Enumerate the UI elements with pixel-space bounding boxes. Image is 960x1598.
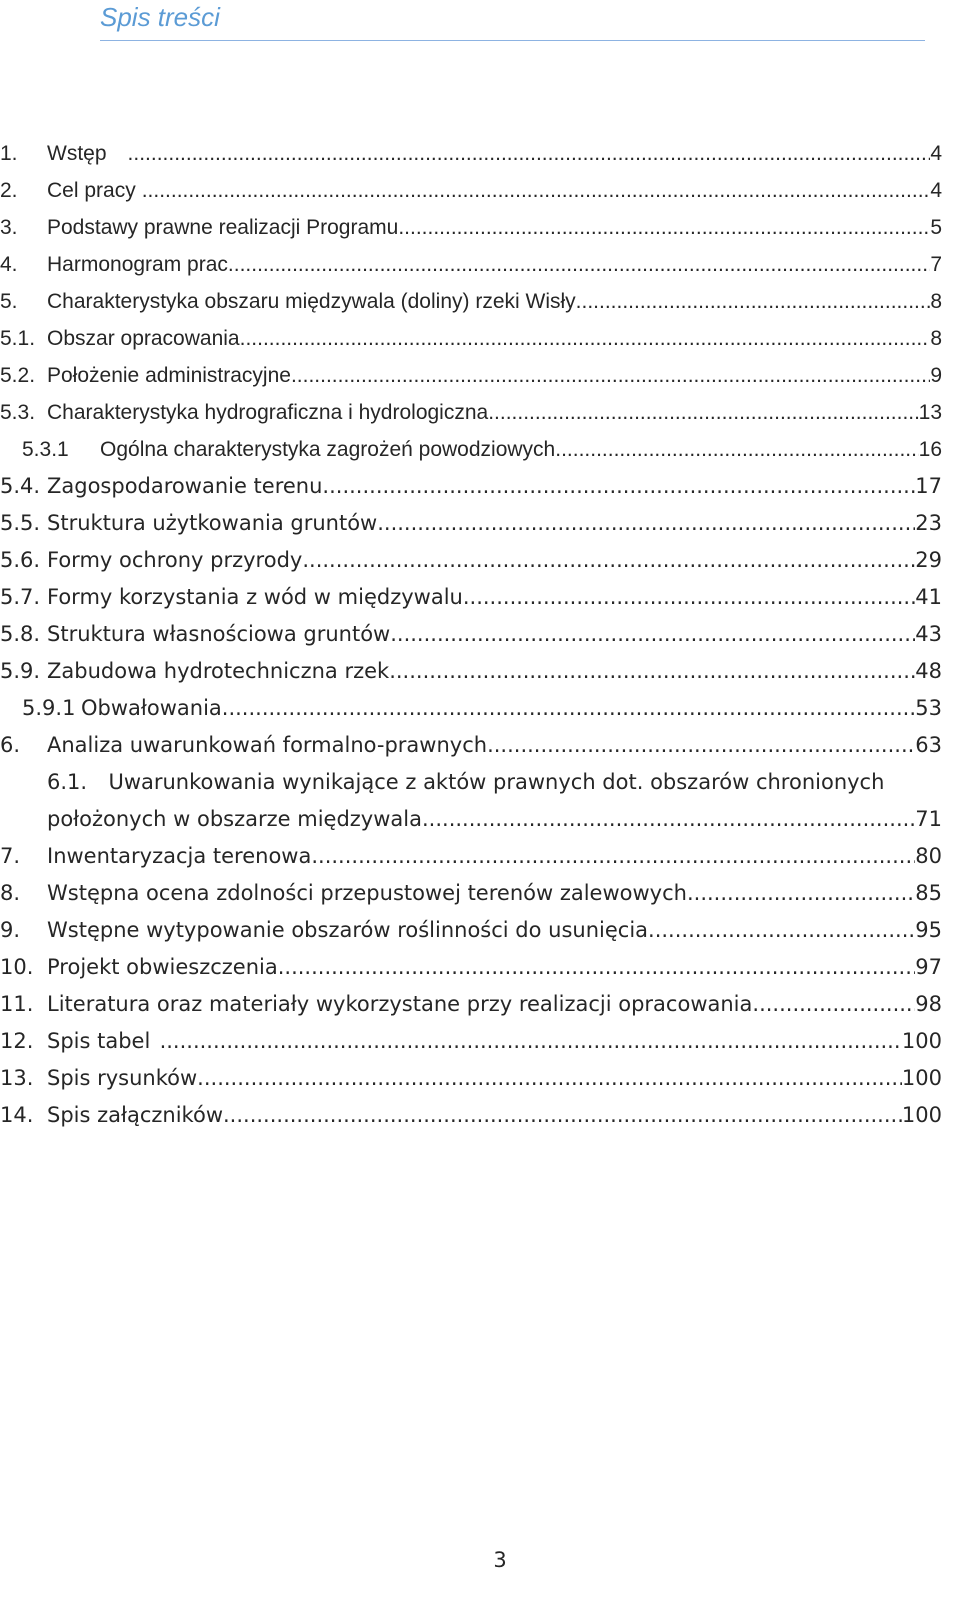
toc-leader bbox=[160, 1023, 902, 1060]
toc-entry-page: 53 bbox=[915, 696, 942, 720]
toc-leader bbox=[694, 875, 916, 912]
toc-entry-title: Zabudowa hydrotechniczna rzek bbox=[47, 659, 390, 683]
toc-entry-title: Formy korzystania z wód w międzywalu bbox=[47, 585, 463, 609]
toc-leader bbox=[488, 394, 918, 431]
toc-entry-title: Formy ochrony przyrody bbox=[47, 548, 303, 572]
toc-entry-page: 13 bbox=[918, 401, 942, 424]
toc-leader bbox=[197, 1060, 902, 1097]
toc-entry-page: 29 bbox=[915, 548, 942, 572]
toc-entry-title: Analiza uwarunkowań formalno-prawnych bbox=[47, 733, 488, 757]
toc-entry-page: 8 bbox=[930, 290, 942, 313]
toc-entry-page: 8 bbox=[930, 327, 942, 350]
toc-entry-page: 85 bbox=[915, 881, 942, 905]
toc-entry[interactable] bbox=[0, 949, 960, 986]
toc-entry-title: Inwentaryzacja terenowa bbox=[47, 844, 312, 868]
toc-entry-number: 8. bbox=[0, 881, 21, 905]
toc-entry-page: 16 bbox=[918, 438, 942, 461]
toc-entry-title: Spis załączników bbox=[47, 1103, 223, 1127]
toc-entry-number: 6. bbox=[0, 733, 21, 757]
toc-leader bbox=[648, 912, 915, 949]
toc-entry-page: 7 bbox=[930, 253, 942, 276]
toc-entry-number: 6.1. bbox=[47, 770, 88, 794]
toc-entry-number: 5.6. bbox=[0, 548, 41, 572]
toc-leader bbox=[389, 653, 915, 690]
toc-entry-number: 5.9. bbox=[0, 659, 41, 683]
toc-entry-title: Charakterystyka hydrograficzna i hydrologiczna bbox=[47, 401, 489, 424]
heading-rule bbox=[100, 40, 925, 41]
toc-entry[interactable] bbox=[0, 875, 960, 912]
toc-entry-number: 5.1. bbox=[0, 327, 36, 350]
toc-leader bbox=[377, 505, 915, 542]
toc-entry-page: 17 bbox=[915, 474, 942, 498]
toc-entry-title-continued: położonych w obszarze międzywala. bbox=[47, 807, 429, 831]
toc-entry-page: 95 bbox=[915, 918, 942, 942]
toc-entry-page: 71 bbox=[915, 807, 942, 831]
toc-entry[interactable] bbox=[0, 616, 960, 653]
toc-entry-page: 98 bbox=[915, 992, 942, 1016]
toc-entry[interactable] bbox=[0, 1097, 960, 1134]
toc-entry-page: 63 bbox=[915, 733, 942, 757]
toc-entry-title: Wstępne wytypowanie obszarów roślinności do usunięcia bbox=[47, 918, 649, 942]
toc-entry-page: 100 bbox=[901, 1103, 942, 1127]
toc-entry-page: 48 bbox=[915, 659, 942, 683]
toc-entry[interactable] bbox=[0, 986, 960, 1023]
toc-entry[interactable] bbox=[0, 542, 960, 579]
toc-entry-title: Spis tabel bbox=[47, 1029, 151, 1053]
toc-entry-page: 100 bbox=[901, 1029, 942, 1053]
toc-entry[interactable] bbox=[0, 357, 960, 394]
toc-entry-title: Projekt obwieszczenia bbox=[47, 955, 278, 979]
toc-entry[interactable] bbox=[0, 505, 960, 542]
toc-entry[interactable] bbox=[0, 1023, 960, 1060]
toc-entry-title: Wstęp bbox=[47, 142, 107, 165]
toc-leader bbox=[487, 727, 915, 764]
toc-entry-number: 5.5. bbox=[0, 511, 41, 535]
toc-entry[interactable] bbox=[0, 727, 960, 764]
toc-entry-title: Charakterystyka obszaru międzywala (doliny) rzeki Wisły bbox=[47, 290, 576, 313]
toc-entry[interactable] bbox=[0, 579, 960, 616]
toc-entry-number: 13. bbox=[0, 1066, 34, 1090]
toc-leader bbox=[752, 986, 915, 1023]
toc-entry-number: 7. bbox=[0, 844, 21, 868]
toc-entry-number: 5.2. bbox=[0, 364, 36, 387]
toc-leader bbox=[322, 468, 915, 505]
toc-entry[interactable] bbox=[0, 246, 960, 283]
toc-entry-page: 4 bbox=[930, 142, 942, 165]
toc-entry-number: 1. bbox=[0, 142, 18, 165]
toc-leader bbox=[222, 690, 915, 727]
toc-entry-number: 10. bbox=[0, 955, 34, 979]
toc-entry[interactable] bbox=[0, 283, 960, 320]
toc-entry[interactable] bbox=[0, 838, 960, 875]
toc-leader bbox=[311, 838, 915, 875]
toc-list bbox=[0, 135, 960, 1134]
toc-leader bbox=[576, 283, 931, 320]
toc-entry-title: Obwałowania bbox=[81, 696, 222, 720]
toc-entry-title: Spis rysunków bbox=[47, 1066, 198, 1090]
toc-entry-number: 5.3.1 bbox=[22, 438, 69, 461]
toc-entry-page: 41 bbox=[915, 585, 942, 609]
toc-leader bbox=[555, 431, 918, 468]
page-number: 3 bbox=[493, 1548, 507, 1572]
toc-entry-title: Wstępna ocena zdolności przepustowej terenów zalewowych. bbox=[47, 881, 694, 905]
toc-entry[interactable] bbox=[0, 764, 960, 838]
toc-leader bbox=[429, 801, 916, 838]
toc-leader bbox=[390, 616, 915, 653]
toc-entry-number: 5.9.1 bbox=[22, 696, 76, 720]
toc-entry-title: Harmonogram prac bbox=[47, 253, 228, 276]
toc-entry-number: 2. bbox=[0, 179, 18, 202]
toc-entry-title: Uwarunkowania wynikające z aktów prawnych dot. obszarów chronionych bbox=[108, 770, 885, 794]
toc-entry[interactable] bbox=[0, 1060, 960, 1097]
toc-entry-title: Zagospodarowanie terenu bbox=[47, 474, 323, 498]
toc-entry-number: 11. bbox=[0, 992, 34, 1016]
toc-entry[interactable] bbox=[0, 394, 960, 431]
toc-leader bbox=[463, 579, 915, 616]
toc-entry-title: Obszar opracowania bbox=[47, 327, 240, 350]
toc-entry-number: 5.4. bbox=[0, 474, 41, 498]
toc-entry-page: 43 bbox=[915, 622, 942, 646]
toc-entry-number: 5.3. bbox=[0, 401, 36, 424]
toc-entry-title: Literatura oraz materiały wykorzystane przy realizacji opracowania bbox=[47, 992, 753, 1016]
toc-entry-title: Położenie administracyjne bbox=[47, 364, 291, 387]
toc-leader bbox=[128, 135, 931, 172]
toc-entry-page: 100 bbox=[901, 1066, 942, 1090]
toc-entry-number: 5. bbox=[0, 290, 18, 313]
toc-entry-number: 3. bbox=[0, 216, 18, 239]
toc-entry[interactable] bbox=[0, 135, 960, 172]
toc-leader bbox=[291, 357, 930, 394]
toc-leader bbox=[223, 1097, 902, 1134]
toc-entry-title: Cel pracy bbox=[47, 179, 136, 202]
toc-leader bbox=[398, 209, 930, 246]
toc-leader bbox=[142, 172, 931, 209]
toc-entry-number: 14. bbox=[0, 1103, 34, 1127]
toc-entry-title: Podstawy prawne realizacji Programu bbox=[47, 216, 399, 239]
toc-entry[interactable] bbox=[0, 690, 960, 727]
toc-entry-number: 5.8. bbox=[0, 622, 41, 646]
toc-entry-page: 9 bbox=[930, 364, 942, 387]
toc-entry[interactable] bbox=[0, 209, 960, 246]
toc-entry-title: Struktura własnościowa gruntów bbox=[47, 622, 391, 646]
toc-leader bbox=[278, 949, 916, 986]
toc-heading: Spis treści bbox=[100, 2, 220, 32]
toc-entry[interactable] bbox=[0, 320, 960, 357]
toc-entry[interactable] bbox=[0, 912, 960, 949]
toc-entry-page: 4 bbox=[930, 179, 942, 202]
toc-entry-page: 23 bbox=[915, 511, 942, 535]
toc-entry-title: Ogólna charakterystyka zagrożeń powodziowych bbox=[100, 438, 556, 461]
toc-leader bbox=[228, 246, 930, 283]
toc-entry[interactable] bbox=[0, 172, 960, 209]
toc-entry-number: 12. bbox=[0, 1029, 34, 1053]
toc-entry[interactable] bbox=[0, 468, 960, 505]
toc-entry-page: 80 bbox=[915, 844, 942, 868]
toc-leader bbox=[240, 320, 931, 357]
toc-entry-number: 5.7. bbox=[0, 585, 41, 609]
toc-entry-number: 4. bbox=[0, 253, 18, 276]
toc-entry-page: 97 bbox=[915, 955, 942, 979]
toc-entry-page: 5 bbox=[930, 216, 942, 239]
toc-leader bbox=[302, 542, 915, 579]
toc-entry-number: 9. bbox=[0, 918, 21, 942]
toc-entry[interactable] bbox=[0, 431, 960, 468]
toc-entry[interactable] bbox=[0, 653, 960, 690]
toc-entry-title: Struktura użytkowania gruntów bbox=[47, 511, 378, 535]
